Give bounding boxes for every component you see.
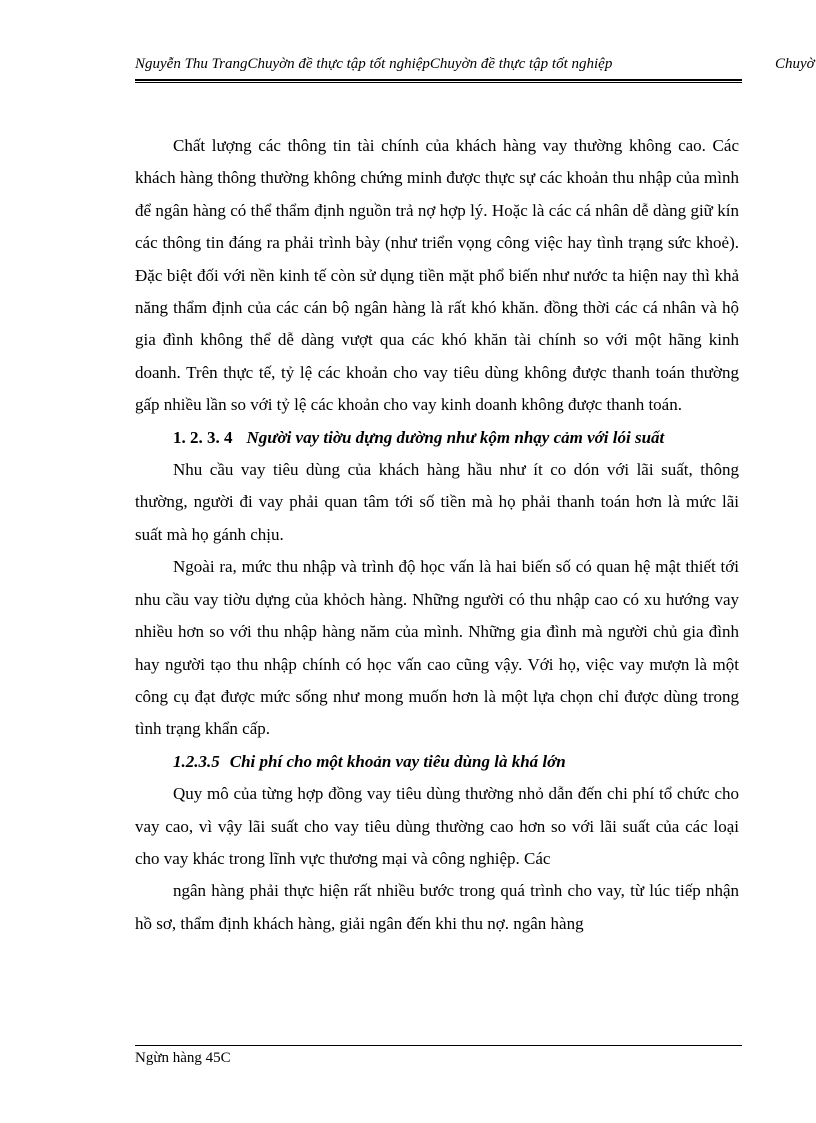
footer-rule	[135, 1045, 742, 1046]
section-number: 1.2.3.5	[173, 751, 220, 771]
page-footer: Ngừn hàng 45C	[135, 1050, 231, 1066]
paragraph: Nhu cầu vay tiêu dùng của khách hàng hầu như ít co dón với lãi suất, thông thường, người đi vay phải quan tâm tới số tiền mà họ phải thanh toán hơn là mức lãi suất mà họ gánh chịu.	[135, 460, 739, 544]
paragraph: ngân hàng phải thực hiện rất nhiều bước trong quá trình cho vay, từ lúc tiếp nhận hồ sơ, thẩm định khách hàng, giải ngân đến khi thu nợ. ngân hàng	[135, 881, 739, 933]
paragraph: Chất lượng các thông tin tài chính của khách hàng vay thường không cao. Các khách hàng thông thường không chứng minh được thực sự các khoản thu nhập của mình để ngân hàng có thể thẩm định nguồn trả nợ hợp lý. Hoặc là các cá nhân dễ dàng giữ kín các thông tin đáng ra phải trình bày (như triển vọng công việc hay tình trạng sức khoẻ). Đặc biệt đối với nền kinh tế còn sử dụng tiền mặt phổ biến như nước ta hiện nay thì khả năng thẩm định của các cán bộ ngân hàng là rất khó khăn. đồng thời các cá nhân và hộ gia đình không thể dễ dàng vượt qua các khó khăn tài chính so với một hãng kinh doanh. Trên thực tế, tỷ lệ các khoản cho vay tiêu dùng không được thanh toán thường gấp nhiều lần so với tỷ lệ các khoản cho vay kinh doanh không được thanh toán.	[135, 136, 739, 415]
header-left-text: Nguyễn Thu TrangChuyờn đề thực tập tốt nghiệpChuyờn đề thực tập tốt nghiệp	[135, 56, 613, 72]
page-header	[135, 56, 815, 73]
section-heading	[135, 746, 739, 778]
section-title: Người vay tiờu dựng dường như kộm nhạy cảm với lói suất	[246, 427, 665, 447]
header-rule	[135, 79, 742, 81]
header-right-text: Chuyờ	[775, 56, 815, 72]
paragraph: Ngoài ra, mức thu nhập và trình độ học vấn là hai biến số có quan hệ mật thiết tới nhu cầu vay tiờu dựng của khỏch hàng. Những người có thu nhập cao có xu hướng vay nhiều hơn so với thu nhập hàng năm của mình. Những gia đình mà người chủ gia đình hay người tạo thu nhập chính có học vấn cao cũng vậy. Với họ, việc vay mượn là một công cụ đạt được mức sống như mong muốn hơn là một lựa chọn chỉ được dùng trong tình trạng khẩn cấp.	[135, 557, 739, 739]
section-title: Chi phí cho một khoản vay tiêu dùng là khá lớn	[229, 751, 566, 771]
document-body	[135, 130, 739, 940]
section-heading	[135, 422, 739, 454]
header-rule-thin	[135, 82, 742, 83]
paragraph: Quy mô của từng hợp đồng vay tiêu dùng thường nhỏ dẫn đến chi phí tổ chức cho vay cao, vì vậy lãi suất cho vay tiêu dùng thường cao hơn so với lãi suất của các loại cho vay khác trong lĩnh vực thương mại và công nghiệp. Các	[135, 784, 739, 868]
section-number: 1. 2. 3. 4	[173, 427, 233, 447]
